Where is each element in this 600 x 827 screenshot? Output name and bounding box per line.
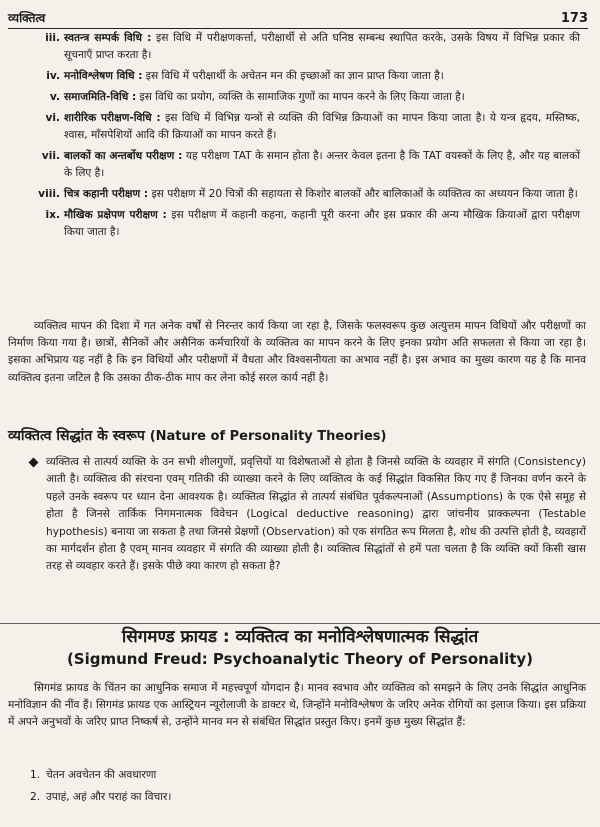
freud-paragraph: सिगमंड फ्रायड के चिंतन का आधुनिक समाज में महत्त्वपूर्ण योगदान है। मानव स्वभाव और व्यक्तित्व को समझने के लिए उनके सिद्धांत आधुनिक मनोविज्ञान की नींव हैं। सिगमंड फ्रायड एक आस्ट्रियन न्यूरोलाजी के डाक्टर थे, जिन्होंने मनोविश्लेषण के जरिए अनेक रोगियों का इलाज किया। इस प्रक्रिया में अपने अनुभवों के जरिए प्राप्त निष्कर्ष से, उन्होंने मानव मन से संबंधित सिद्धांत प्रस्तुत किए। इनमें कुछ मुख्य सिद्धांत हैं: xyxy=(8,682,586,729)
bullet-text: व्यक्तित्व से तात्पर्य व्यक्ति के उन सभी शीलगुणों, प्रवृत्तियों या विशेषताओं से होता है जिनसे व्यक्ति के व्यवहार में संगति (Consistency) आती है। व्यक्तित्व की संरचना एवम् गतिकी की व्याख्या करने के लिए व्यक्तित्व के कई सिद्धांत विकसित किए गए हैं जिनका वर्णन करने के पहले उनके स्वरूप पर ध्यान देना आवश्यक है। व्यक्तित्व सिद्धांत से तात्पर्य संबंधित पूर्वकल्पनाओं (Assumptions) के एक ऐसे समूह से होता है जिनसे तार्किक निगमनात्मक विवेचन (Logical deductive reasoning) द्वारा जांचनीय प्राक्कल्पना (Testable hypothesis) बनाया जा सकता है तथा जिनसे प्रेक्षणों (Observation) को एक संगठित रूप मिलता है, शोध की उत्पत्ति होती है, व्यवहारों का मार्गदर्शन होता है एवम् मानव व्यवहार में संगति की व्याख्या होती है। व्यक्तित्व सिद्धांतों से हमें पता चलता है कि व्यक्ति क्यों किसी खास तरह से व्यवहार करते हैं। इसके पीछे क्या कारण हो सकता है? xyxy=(46,456,586,573)
chapter-title-hindi: सिगमण्ड फ्रायड : व्यक्तित्व का मनोविश्लेषणात्मक सिद्धांत xyxy=(121,627,479,647)
item-number: ix. xyxy=(45,209,60,221)
running-title: व्यक्तित्व xyxy=(8,11,46,25)
list-item xyxy=(30,786,171,808)
list-item xyxy=(45,110,580,144)
item-title: बालकों का अन्तर्बोध परीक्षण : xyxy=(64,150,183,162)
item-title: चित्र कहानी परीक्षण : xyxy=(64,188,149,200)
item-text: इस परीक्षण में 20 चित्रों की सहायता से किशोर बालकों और बालिकाओं के व्यक्तित्व का अध्ययन किया जाता है। xyxy=(148,188,578,200)
measurement-paragraph: व्यक्तित्व मापन की दिशा में गत अनेक वर्षों से निरन्तर कार्य किया जा रहा है, जिसके फलस्वरूप कुछ अत्युत्तम मापन विधियों और परीक्षणों का निर्माण किया गया है। छात्रों, सैनिकों और असैनिक कर्मचारियों के व्यक्तित्व का मापन करने के लिए इनका प्रयोग अति सफलता से किया जा रहा है। इसका अभिप्राय यह नहीं है कि इन विधियों और परीक्षणों में वैधता और विश्वसनीयता का अभाव नहीं है। इस अभाव का मुख्य कारण यह है कि मानव व्यक्तित्व इतना जटिल है कि उसका ठीक-ठीक माप कर लेना कोई सरल कार्य नहीं है। xyxy=(8,320,586,384)
item-number: iii. xyxy=(45,32,60,44)
list-item xyxy=(45,30,580,64)
section-title-english: (Nature of Personality Theories) xyxy=(149,429,387,444)
section-heading xyxy=(8,426,386,445)
item-text: यह परीक्षण TAT के समान होता है। अन्तर केवल इतना है कि TAT वयस्कों के लिए है, और यह बालकों के लिए है। xyxy=(64,150,580,179)
item-title: स्वतन्त्र सम्पर्क विधि : xyxy=(64,32,152,44)
list-item xyxy=(45,207,580,241)
list-number: 2. xyxy=(30,791,41,803)
item-title: मौखिक प्रक्षेपण परीक्षण : xyxy=(64,209,167,221)
item-text: इस विधि में परीक्षार्थी के अचेतन मन की इच्छाओं का ज्ञान प्राप्त किया जाता है। xyxy=(142,70,444,82)
principles-list xyxy=(30,764,171,808)
item-text: इस विधि में विभिन्न यन्त्रों से व्यक्ति की विभिन्न क्रियाओं का मापन किया जाता है। ये यन्त्र हृदय, मस्तिष्क, श्वास, माँसपेशियों आदि की क्रियाओं का मापन करते हैं। xyxy=(64,112,580,141)
item-title: समाजमिति-विधि : xyxy=(64,91,137,103)
item-number: vi. xyxy=(45,112,60,124)
section-title-hindi: व्यक्तित्व सिद्धांत के स्वरूप xyxy=(8,428,145,444)
item-text: इस परीक्षण में कहानी कहना, कहानी पूरी करना और इस प्रकार की अन्य मौखिक क्रियाओं द्वारा परीक्षण किया जाता है। xyxy=(64,209,580,238)
list-text: उपाहं, अहं और पराहं का विचार। xyxy=(46,791,172,803)
chapter-heading xyxy=(0,626,600,669)
list-item xyxy=(41,148,580,182)
item-number: v. xyxy=(49,91,60,103)
section-divider xyxy=(0,623,600,624)
item-title: मनोविश्लेषण विधि : xyxy=(64,70,143,82)
item-text: इस विधि में परीक्षणकर्त्ता, परीक्षार्थी से अति घनिष्ठ सम्बन्ध स्थापित करके, उसके विषय में विभिन्न प्रकार की सूचनाएँ प्राप्त करता है। xyxy=(64,32,580,61)
methods-list xyxy=(0,30,600,245)
item-text: इस विधि का प्रयोग, व्यक्ति के सामाजिक गुणों का मापन करने के लिए किया जाता है। xyxy=(136,91,465,103)
list-item xyxy=(49,89,580,106)
list-number: 1. xyxy=(30,769,41,781)
page-number: 173 xyxy=(560,11,588,26)
diamond-bullet-icon xyxy=(29,458,39,468)
list-text: चेतन अवचेतन की अवधारणा xyxy=(46,769,157,781)
item-title: शारीरिक परीक्षण-विधि : xyxy=(64,112,161,124)
item-number: viii. xyxy=(38,188,60,200)
bullet-paragraph xyxy=(46,454,586,576)
list-item xyxy=(38,186,580,203)
page-header xyxy=(8,6,588,29)
list-item xyxy=(30,764,171,786)
list-item xyxy=(46,68,580,85)
chapter-title-english: (Sigmund Freud: Psychoanalytic Theory of Personality) xyxy=(66,650,534,668)
item-number: iv. xyxy=(46,70,60,82)
item-number: vii. xyxy=(41,150,60,162)
